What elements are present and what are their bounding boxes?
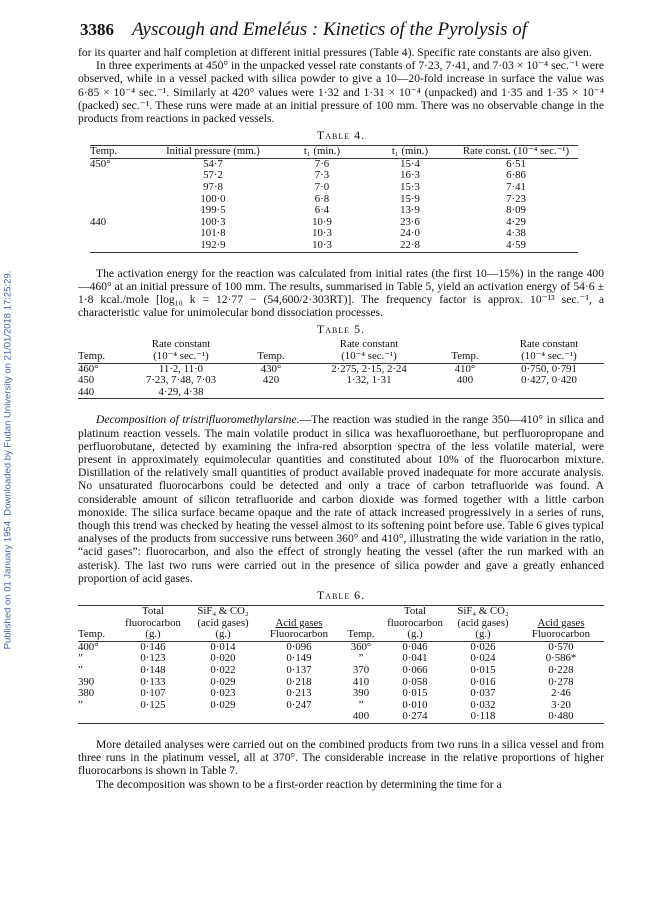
table-cell: 0·586* xyxy=(545,652,577,665)
table-cell: 0·125 xyxy=(140,698,166,711)
table-cell xyxy=(118,711,188,723)
table4-row xyxy=(90,217,578,229)
table-cell: 0·037 xyxy=(470,687,496,700)
table5-rate-header: Rate constant xyxy=(151,338,211,351)
table-cell: 199·5 xyxy=(200,204,226,217)
table6-header: Temp. xyxy=(78,628,106,641)
table-cell: 360° xyxy=(350,640,372,653)
table-cell: 2·275, 2·15, 2·24 xyxy=(331,362,407,375)
paper-page xyxy=(78,18,604,791)
table-cell: 0·274 xyxy=(402,710,428,723)
table6-header: fluorocarbon xyxy=(125,616,181,629)
paragraph-4-body: —The reaction was studied in the range 350—410° in silica and platinum reaction vessels. The main volatile product in silica was hexafluoroethane, but perfluoropropane and perfluorobutane, detected by examining the infra-red absorption spectra of the less volatile material, were present in approximately equimolecular quantities and constituted about 10% of the fluorocarbon mixture. Distillation of the relatively small quantities of product available proved inadequate for more accurate analysis. No unsaturated fluorocarbons could be detected and only a trace of carbon tetrafluoride was found. A considerable amount of silicon tetrafluoride and carbon dioxide was formed together with a little carbon monoxide. The silica surface became opaque and the rate of attack increased progressively in a series of runs, though this trend was checked by heating the vessel almost to its softening point before use. Table 6 gives typical analyses of the products from successive runs between 360° and 410°, illustrating the wide variation in the ratio, “acid gases”: fluorocarbon, and also the effect of strongly heating the vessel (after the run marked with an asterisk). The last two runs were carried out in the presence of silica powder and gave a greatly enhanced proportion of acid gases. xyxy=(78,413,604,585)
table-cell: 100·0 xyxy=(200,192,226,205)
table-cell: 7·3 xyxy=(314,169,330,182)
table-cell: 7·6 xyxy=(314,157,330,170)
table-cell: 410° xyxy=(454,362,476,375)
table6-header: (acid gases) xyxy=(457,616,509,629)
table5 xyxy=(78,339,604,399)
table6-header: Fluorocarbon xyxy=(269,628,329,641)
table5-row xyxy=(78,387,604,399)
table6-row xyxy=(78,700,604,712)
table-cell xyxy=(302,387,436,399)
table-cell: 15·3 xyxy=(400,181,420,193)
table-cell: 6·8 xyxy=(314,192,330,205)
table5-rate-units: (10⁻⁴ sec.⁻¹) xyxy=(521,349,577,362)
table4-header: t₁ (min.) xyxy=(391,145,429,158)
table-cell: 0·148 xyxy=(140,663,166,676)
table-cell: 0·015 xyxy=(470,663,496,676)
table-cell: 460° xyxy=(78,362,99,375)
table6-header-row-3 xyxy=(78,629,604,641)
table-cell: 0·123 xyxy=(140,652,166,665)
table4-title: Table 4. xyxy=(316,128,366,143)
table6-row xyxy=(78,665,604,677)
table-cell: 15·4 xyxy=(400,157,420,170)
table-cell: 0·107 xyxy=(140,687,166,700)
table-cell: 101·8 xyxy=(200,227,226,240)
table-cell: 380 xyxy=(78,687,95,700)
table-cell: 0·146 xyxy=(140,640,166,653)
table-cell: 0·247 xyxy=(286,698,312,711)
table-cell: 400° xyxy=(78,640,99,653)
table-cell: 0·480 xyxy=(548,710,574,723)
table5-title: Table 5. xyxy=(316,322,366,337)
table-cell: 0·058 xyxy=(402,675,428,688)
table-cell: 22·8 xyxy=(400,238,420,251)
table6-header: SiF₄ & CO₂ xyxy=(457,604,509,617)
table4-header: Temp. xyxy=(90,145,118,158)
section-heading: Decomposition of tristrifluoromethylarsine. xyxy=(96,413,300,427)
table-cell: 420 xyxy=(262,374,280,387)
download-watermark xyxy=(0,30,16,890)
table-cell: 23·6 xyxy=(400,215,420,228)
table5-rate-units: (10⁻⁴ sec.⁻¹) xyxy=(153,349,209,362)
paragraph-6: The decomposition was shown to be a first-order reaction by determining the time for a xyxy=(96,777,502,791)
table-cell: 7·0 xyxy=(314,181,330,193)
table-cell: 0·750, 0·791 xyxy=(521,362,577,375)
table-cell xyxy=(240,387,302,399)
table-cell: 0·118 xyxy=(470,710,496,723)
table-cell: 0·228 xyxy=(548,663,574,676)
table-cell: 11·2, 11·0 xyxy=(158,362,204,375)
table-cell xyxy=(494,387,604,399)
table6-header: SiF₄ & CO₂ xyxy=(197,604,249,617)
table-cell: ” xyxy=(78,663,83,676)
table4-header: Rate const. (10⁻⁴ sec.⁻¹) xyxy=(462,145,570,158)
table4-row xyxy=(90,240,578,252)
table-cell: 0·026 xyxy=(470,640,496,653)
paragraph-2: In three experiments at 450° in the unpacked vessel rate constants of 7·23, 7·41, and 7·03 × 10⁻⁴ sec.⁻¹ were observed, while in a vessel packed with silica powder to give a 10—20-fold increase in surface the value was 6·85 × 10⁻⁴ sec.⁻¹. Similarly at 420° values were 1·32 and 1·31 × 10⁻⁴ (unpacked) and 1·35 and 1·35 × 10⁻⁴ (packed) sec.⁻¹. These runs were made at an initial pressure of 100 mm. There was no observable change in the products from reactions in packed vessels. xyxy=(78,59,604,126)
table6-header: (g.) xyxy=(407,628,423,641)
table5-rate-header: Rate constant xyxy=(519,338,579,351)
table4-row xyxy=(90,228,578,240)
page-number: 3386 xyxy=(80,20,114,39)
table-cell: 400 xyxy=(456,374,474,387)
table-cell xyxy=(90,194,148,206)
table-cell: 0·024 xyxy=(470,652,496,665)
table6-header: (g.) xyxy=(215,628,231,641)
table-cell: 192·9 xyxy=(200,238,226,251)
table6-header: (acid gases) xyxy=(197,616,249,629)
table-cell xyxy=(436,387,494,399)
table-cell: 0·020 xyxy=(210,652,236,665)
table-cell: 8·09 xyxy=(506,204,526,217)
table-cell: 0·046 xyxy=(402,640,428,653)
table-cell: 0·427, 0·420 xyxy=(521,374,577,387)
table-cell: 0·029 xyxy=(210,698,236,711)
table-cell: 6·86 xyxy=(506,169,526,182)
table-cell: 0·041 xyxy=(402,652,428,665)
table-cell: 10·3 xyxy=(312,238,332,251)
table-cell: 0·570 xyxy=(548,640,574,653)
table-cell: 10·9 xyxy=(312,215,332,228)
table-cell: 10·3 xyxy=(312,227,332,240)
table-cell: 3·20 xyxy=(551,698,571,711)
table-cell: 0·066 xyxy=(402,663,428,676)
table-cell: 4·59 xyxy=(506,238,526,251)
table-cell xyxy=(90,182,148,194)
table6-header: Acid gases xyxy=(537,616,585,629)
table-cell: 57·2 xyxy=(203,169,223,182)
table-cell: 0·010 xyxy=(402,698,428,711)
table4 xyxy=(90,145,578,252)
table5-header-row-2 xyxy=(78,351,604,363)
table-cell: 0·032 xyxy=(470,698,496,711)
table-cell: 430° xyxy=(260,362,282,375)
table-cell: 370 xyxy=(352,663,370,676)
table-cell xyxy=(90,240,148,252)
table4-header: t₁ (min.) xyxy=(303,145,341,158)
table4-row xyxy=(90,205,578,217)
table-cell: 97·8 xyxy=(203,181,223,193)
table6-header: Total xyxy=(141,604,165,617)
table5-temp-header: Temp. xyxy=(78,349,106,362)
table4-row xyxy=(90,158,578,170)
table6-row xyxy=(78,688,604,700)
table-cell: 0·278 xyxy=(548,675,574,688)
table6-header: fluorocarbon xyxy=(387,616,443,629)
table6-header: Temp. xyxy=(347,628,375,641)
table-cell: 390 xyxy=(78,675,95,688)
table-cell: 0·016 xyxy=(470,675,496,688)
table-cell: 0·137 xyxy=(286,663,312,676)
table-cell: 24·0 xyxy=(400,227,420,240)
table4-header: Initial pressure (mm.) xyxy=(166,145,260,158)
table4-row xyxy=(90,170,578,182)
download-watermark-text: Published on 01 January 1954. Downloaded by Fudan University on 21/01/2018 17:25:29. xyxy=(2,270,14,650)
table-cell: 6·4 xyxy=(314,204,330,217)
table6-header-row-1 xyxy=(78,605,604,617)
table-cell: 7·23, 7·48, 7·03 xyxy=(145,374,217,387)
table4-row xyxy=(90,194,578,206)
table-cell: 6·51 xyxy=(506,157,526,170)
table-cell: 0·133 xyxy=(140,675,166,688)
table-cell: 0·029 xyxy=(210,675,236,688)
page-header xyxy=(78,18,604,46)
table-cell: 0·014 xyxy=(210,640,236,653)
table-cell xyxy=(258,711,340,723)
table-cell: 0·149 xyxy=(286,652,312,665)
table-cell: 13·9 xyxy=(400,204,420,217)
table6-row xyxy=(78,711,604,723)
table4-row xyxy=(90,182,578,194)
table4-header-row xyxy=(90,146,578,159)
table6-header: Fluorocarbon xyxy=(531,628,591,641)
running-title: Ayscough and Emeléus : Kinetics of the Pyrolysis of xyxy=(132,19,528,40)
table-cell: 390 xyxy=(352,687,370,700)
paragraph-1: for its quarter and half completion at different initial pressures (Table 4). Specific rate constants are also given. xyxy=(78,46,592,59)
table6-header: Acid gases xyxy=(275,616,323,629)
table-cell: 16·3 xyxy=(400,169,420,182)
table-cell: 100·3 xyxy=(200,215,226,228)
table6 xyxy=(78,605,604,724)
table-cell: 54·7 xyxy=(203,157,223,170)
table5-temp-header: Temp. xyxy=(257,349,285,362)
table-cell: 440 xyxy=(90,215,107,228)
table-cell xyxy=(90,228,148,240)
table-cell: ” xyxy=(358,698,364,711)
table-cell: 0·023 xyxy=(210,687,236,700)
table-cell: 15·9 xyxy=(400,192,420,205)
table5-rate-header: Rate constant xyxy=(339,338,399,351)
table-cell xyxy=(188,711,258,723)
paragraph-4 xyxy=(78,413,604,585)
table-cell: 440 xyxy=(78,385,95,398)
paragraph-3: The activation energy for the reaction was calculated from initial rates (the first 10—15%) in the range 400—460° at an initial pressure of 100 mm. The results, summarised in Table 5, yield an activation energy of 54·6 ± 1·8 kcal./mole [log₁₀ k = 12·77 − (54,600/2·303RT)]. The frequency factor is approx. 10⁻¹³ sec.⁻¹, a characteristic value for unimolecular bond dissociation processes. xyxy=(78,266,604,320)
table-cell: 4·38 xyxy=(506,227,526,240)
table-cell: 7·41 xyxy=(506,181,526,193)
table5-row xyxy=(78,375,604,387)
table-cell: 4·29, 4·38 xyxy=(158,385,204,398)
table-cell: 4·29 xyxy=(506,215,526,228)
table-cell: 1·32, 1·31 xyxy=(346,374,392,387)
table6-title: Table 6. xyxy=(316,587,366,602)
table-cell: 450° xyxy=(90,157,111,170)
table5-temp-header: Temp. xyxy=(451,349,479,362)
table-cell: ” xyxy=(78,652,83,665)
table-cell: 0·022 xyxy=(210,663,236,676)
table-cell: 0·213 xyxy=(286,687,312,700)
table-cell: 410 xyxy=(352,675,370,688)
table-cell: 0·096 xyxy=(286,640,312,653)
table-cell: 7·23 xyxy=(506,192,526,205)
table-cell: 450 xyxy=(78,374,95,387)
table-cell: 400 xyxy=(352,710,370,723)
table5-rate-units: (10⁻⁴ sec.⁻¹) xyxy=(341,349,397,362)
table-cell: 0·218 xyxy=(286,675,312,688)
table-cell: ” xyxy=(78,698,83,711)
table6-header: Total xyxy=(403,604,427,617)
table-cell: 2·46 xyxy=(551,687,571,700)
table6-header: (g.) xyxy=(475,628,491,641)
table-cell: 0·015 xyxy=(402,687,428,700)
table-cell xyxy=(90,170,148,182)
table-cell xyxy=(78,711,118,723)
table6-header: (g.) xyxy=(145,628,161,641)
paragraph-5: More detailed analyses were carried out on the combined products from two runs in a silica vessel and from three runs in the platinum vessel, all at 370°. The considerable increase in the relative proportions of higher fluorocarbons is shown in Table 7. xyxy=(78,737,604,778)
table-cell: ” xyxy=(358,652,364,665)
